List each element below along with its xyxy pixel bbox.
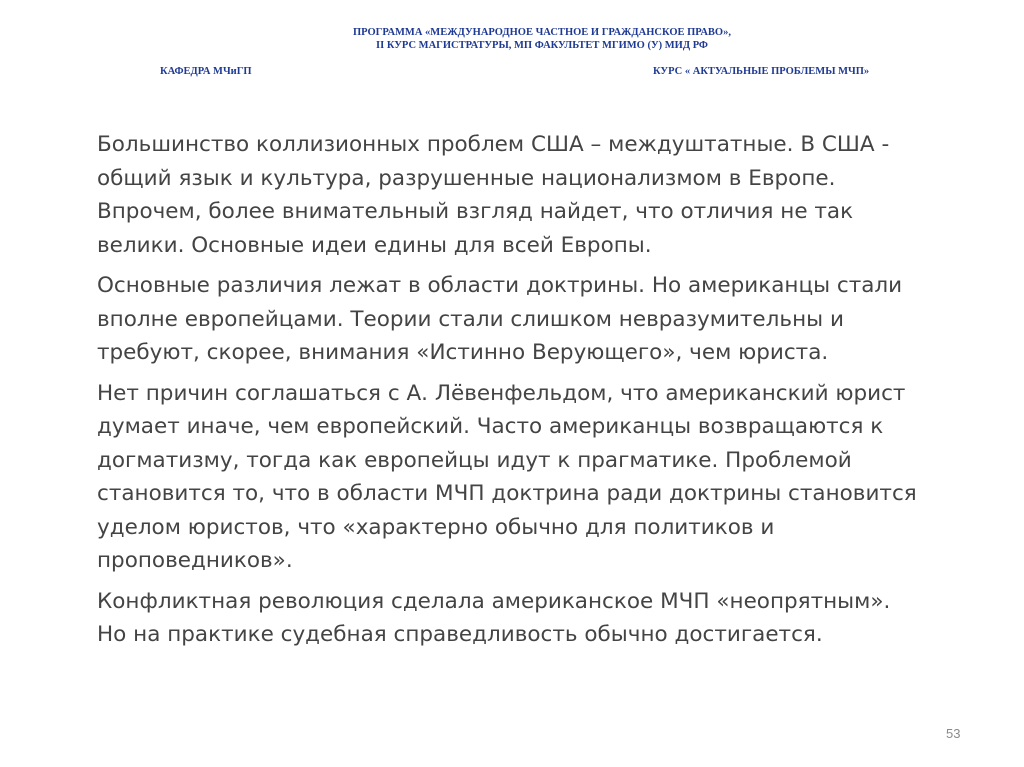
paragraph-2: Основные различия лежат в области доктрины. Но американцы стали вполне европейцами. Теории стали слишком невразумительны и требуют, скорее, внимания «Истинно Верующего», чем юриста.: [97, 273, 903, 365]
header-course-line: II КУРС МАГИСТРАТУРЫ, МП ФАКУЛЬТЕТ МГИМО (У) МИД РФ: [376, 40, 708, 51]
header-department: КАФЕДРА МЧиГП: [160, 66, 252, 77]
paragraph-1: Большинство коллизионных проблем США – междуштатные. В США - общий язык и культура, разрушенные национализмом в Европе. Впрочем, более внимательный взгляд найдет, что отличия не так велики. Основные идеи едины для всей Европы.: [97, 132, 890, 258]
header-course-title: КУРС « АКТУАЛЬНЫЕ ПРОБЛЕМЫ МЧП»: [653, 66, 870, 77]
paragraph-4: Конфликтная революция сделала американское МЧП «неопрятным». Но на практике судебная справедливость обычно достигается.: [97, 588, 891, 647]
slide-body: [97, 128, 977, 659]
page-number: 53: [946, 726, 961, 741]
paragraph-3: Нет причин соглашаться с А. Лёвенфельдом, что американский юрист думает иначе, чем европейский. Часто американцы возвращаются к догматизму, тогда как европейцы идут к прагматике. Проблемой становится то, что в области МЧП доктрина ради доктрины становится уделом юристов, что «характерно обычно для политиков и проповедников».: [97, 380, 917, 573]
header-program-line: ПРОГРАММА «МЕЖДУНАРОДНОЕ ЧАСТНОЕ И ГРАЖДАНСКОЕ ПРАВО»,: [353, 27, 731, 38]
